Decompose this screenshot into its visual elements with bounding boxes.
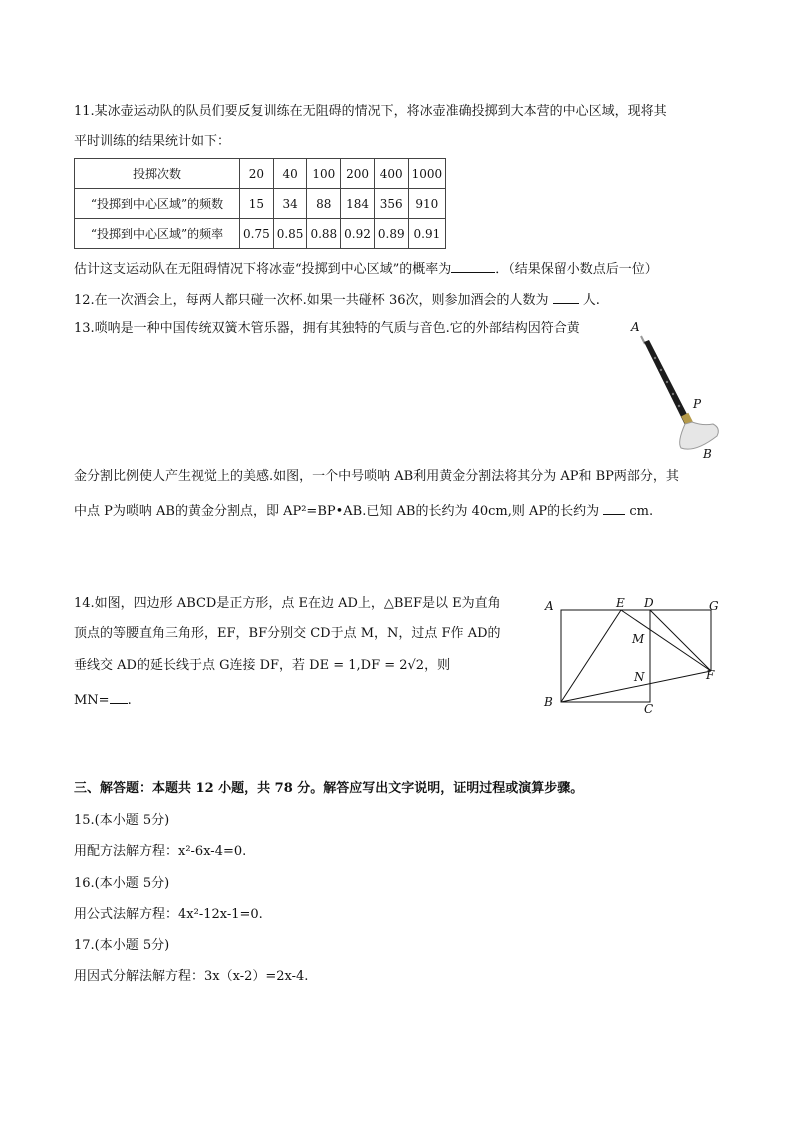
q12-text: 12.在一次酒会上，每两人都只碰一次杯.如果一共碰杯 36次，则参加酒会的人数为 bbox=[74, 293, 549, 308]
q12-line bbox=[74, 289, 600, 310]
q13-line3 bbox=[74, 500, 653, 521]
table-cell: 1000 bbox=[408, 159, 446, 189]
q13-line2: 金分割比例使人产生视觉上的美感.如图，一个中号唢呐 AB利用黄金分割法将其分为 AP和 BP两部分，其 bbox=[74, 469, 679, 484]
table-cell: 20 bbox=[240, 159, 274, 189]
line-be bbox=[561, 610, 621, 702]
table-row bbox=[75, 189, 446, 219]
label-n: N bbox=[634, 670, 645, 684]
table-cell: 0.88 bbox=[307, 219, 341, 249]
q14-line1: 14.如图，四边形 ABCD是正方形，点 E在边 AD上，△BEF是以 E为直角 bbox=[74, 596, 501, 611]
table-cell: 184 bbox=[341, 189, 375, 219]
row-header-cell: “投掷到中心区域”的频率 bbox=[75, 219, 240, 249]
table-cell: 200 bbox=[341, 159, 375, 189]
answer-blank bbox=[451, 258, 495, 273]
label-b: B bbox=[544, 695, 553, 709]
label-c: C bbox=[644, 702, 654, 716]
square-figure bbox=[540, 594, 730, 718]
q14-line4 bbox=[74, 689, 132, 710]
q11-line3-text: 估计这支运动队在无阻碍情况下将冰壶“投掷到中心区域”的概率为 bbox=[74, 262, 452, 277]
label-a: A bbox=[631, 320, 640, 334]
table-cell: 34 bbox=[273, 189, 307, 219]
table-cell: 400 bbox=[374, 159, 408, 189]
label-p: P bbox=[693, 397, 702, 411]
answer-blank bbox=[553, 289, 579, 304]
label-f: F bbox=[706, 668, 715, 682]
q13-line1: 13.唢呐是一种中国传统双簧木管乐器，拥有其独特的气质与音色.它的外部结构因符合黄 bbox=[74, 321, 580, 336]
label-g: G bbox=[709, 599, 719, 613]
table-cell: 910 bbox=[408, 189, 446, 219]
row-header-cell: “投掷到中心区域”的频数 bbox=[75, 189, 240, 219]
table-cell: 356 bbox=[374, 189, 408, 219]
line-df bbox=[650, 610, 711, 671]
answer-blank bbox=[603, 500, 625, 515]
table-cell: 100 bbox=[307, 159, 341, 189]
table-cell: 40 bbox=[273, 159, 307, 189]
table-row bbox=[75, 219, 446, 249]
row-header-cell: 投掷次数 bbox=[75, 159, 240, 189]
label-a: A bbox=[545, 599, 554, 613]
label-m: M bbox=[632, 632, 645, 646]
label-b: B bbox=[703, 447, 712, 461]
q17-head: 17.(本小题 5分) bbox=[74, 938, 170, 953]
q15-head: 15.(本小题 5分) bbox=[74, 813, 170, 828]
answer-blank bbox=[110, 689, 128, 704]
table-cell: 15 bbox=[240, 189, 274, 219]
suona-figure bbox=[625, 318, 725, 464]
q12-tail: 人. bbox=[582, 293, 600, 308]
q13-line3-text: 中点 P为唢呐 AB的黄金分割点，即 AP²=BP•AB.已知 AB的长约为 40cm,则 AP的长约为 bbox=[74, 504, 600, 519]
table-cell: 0.89 bbox=[374, 219, 408, 249]
q14-line3: 垂线交 AD的延长线于点 G连接 DF，若 DE = 1,DF = 2√2，则 bbox=[74, 658, 451, 673]
q16-body: 用公式法解方程：4x²-12x-1=0. bbox=[74, 907, 263, 922]
q14-line4-text: MN= bbox=[74, 693, 110, 708]
table-cell: 0.91 bbox=[408, 219, 446, 249]
q17-body: 用因式分解法解方程：3x（x-2）=2x-4. bbox=[74, 969, 309, 984]
section-heading: 三、解答题：本题共 12 小题，共 78 分。解答应写出文字说明，证明过程或演算步骤。 bbox=[74, 781, 584, 796]
stats-table bbox=[74, 158, 446, 249]
suona-bell bbox=[680, 422, 719, 449]
label-e: E bbox=[616, 596, 625, 610]
table-row bbox=[75, 159, 446, 189]
square-abcd bbox=[561, 610, 650, 702]
q11-line1: 11.某冰壶运动队的队员们要反复训练在无阻碍的情况下，将冰壶准确投掷到大本营的中心区域，现将其 bbox=[74, 104, 667, 119]
q11-line3 bbox=[74, 258, 658, 279]
q14-line2: 顶点的等腰直角三角形，EF，BF分别交 CD于点 M，N，过点 F作 AD的 bbox=[74, 626, 501, 641]
q15-body: 用配方法解方程：x²-6x-4=0. bbox=[74, 844, 247, 859]
table-cell: 0.75 bbox=[240, 219, 274, 249]
q13-line3-tail: cm. bbox=[629, 504, 654, 519]
label-d: D bbox=[644, 596, 654, 610]
table-cell: 0.85 bbox=[273, 219, 307, 249]
q11-line3-tail: ．（结果保留小数点后一位） bbox=[495, 262, 658, 277]
table-cell: 0.92 bbox=[341, 219, 375, 249]
table-cell: 88 bbox=[307, 189, 341, 219]
q14-line4-tail: . bbox=[127, 693, 132, 708]
q11-line2: 平时训练的结果统计如下： bbox=[74, 134, 231, 149]
q16-head: 16.(本小题 5分) bbox=[74, 876, 170, 891]
